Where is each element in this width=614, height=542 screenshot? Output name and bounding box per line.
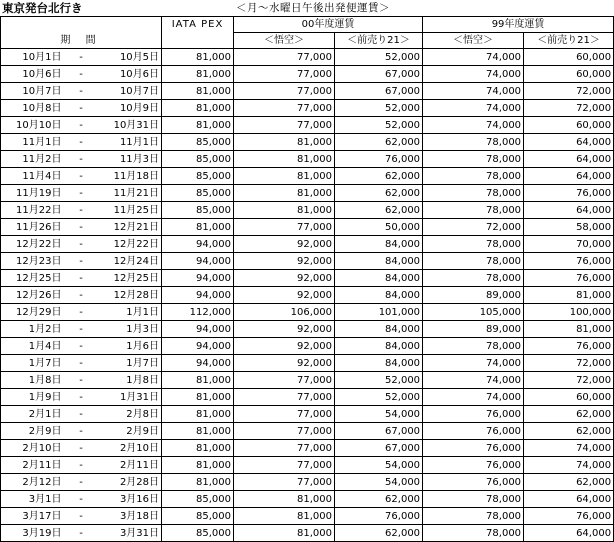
maeuri21-1999-fare: 60,000 <box>524 117 614 134</box>
period-end: 1月6日 <box>99 338 162 355</box>
period-start: 2月10日 <box>1 440 64 457</box>
maeuri21-1999-fare: 60,000 <box>524 389 614 406</box>
goku-1999-fare: 78,000 <box>423 168 524 185</box>
maeuri21-1999-fare: 100,000 <box>524 304 614 321</box>
maeuri21-2000-fare: 62,000 <box>335 525 423 542</box>
period-start: 1月7日 <box>1 355 64 372</box>
period-end: 1月8日 <box>99 372 162 389</box>
goku-1999-fare: 74,000 <box>423 100 524 117</box>
table-row <box>1 338 614 355</box>
period-header: 期 間 <box>1 33 162 49</box>
period-start: 10月1日 <box>1 49 64 66</box>
period-dash: - <box>64 134 99 151</box>
period-end: 10月5日 <box>99 49 162 66</box>
goku-1999-fare: 78,000 <box>423 508 524 525</box>
period-dash: - <box>64 321 99 338</box>
iata-pex-fare: 81,000 <box>162 100 234 117</box>
period-dash: - <box>64 117 99 134</box>
maeuri21-2000-fare: 84,000 <box>335 236 423 253</box>
goku-1999-fare: 78,000 <box>423 151 524 168</box>
maeuri21-2000-fare: 101,000 <box>335 304 423 321</box>
maeuri21-2000-fare: 52,000 <box>335 389 423 406</box>
goku-2000-fare: 77,000 <box>234 440 335 457</box>
goku-2000-fare: 81,000 <box>234 185 335 202</box>
period-end: 12月24日 <box>99 253 162 270</box>
table-row <box>1 440 614 457</box>
iata-pex-fare: 85,000 <box>162 491 234 508</box>
period-start: 2月1日 <box>1 406 64 423</box>
iata-pex-fare: 112,000 <box>162 304 234 321</box>
period-end: 11月18日 <box>99 168 162 185</box>
period-start: 10月10日 <box>1 117 64 134</box>
iata-pex-fare: 94,000 <box>162 287 234 304</box>
goku-1999-fare: 78,000 <box>423 134 524 151</box>
period-end: 3月18日 <box>99 508 162 525</box>
period-start: 12月22日 <box>1 236 64 253</box>
period-start: 11月22日 <box>1 202 64 219</box>
goku-2000-fare: 77,000 <box>234 219 335 236</box>
goku-1999-fare: 78,000 <box>423 185 524 202</box>
maeuri21-2000-fare: 84,000 <box>335 270 423 287</box>
maeuri21-1999-fare: 74,000 <box>524 440 614 457</box>
table-row <box>1 423 614 440</box>
fare-1999-header: 99年度運賃 <box>423 17 614 33</box>
table-row <box>1 100 614 117</box>
period-dash: - <box>64 406 99 423</box>
maeuri21-2000-fare: 76,000 <box>335 508 423 525</box>
goku-2000-fare: 81,000 <box>234 202 335 219</box>
iata-pex-header-blank <box>162 33 234 49</box>
period-dash: - <box>64 440 99 457</box>
period-dash: - <box>64 508 99 525</box>
period-dash: - <box>64 236 99 253</box>
goku-1999-fare: 74,000 <box>423 117 524 134</box>
iata-pex-fare: 81,000 <box>162 372 234 389</box>
table-row <box>1 474 614 491</box>
period-end: 2月9日 <box>99 423 162 440</box>
goku-1999-header: ＜悟空＞ <box>423 33 524 49</box>
period-dash: - <box>64 100 99 117</box>
fare-2000-header: 00年度運賃 <box>234 17 423 33</box>
fare-caption: ＜月～水曜日午後出発便運賃＞ <box>236 2 390 14</box>
period-end: 12月28日 <box>99 287 162 304</box>
goku-2000-fare: 77,000 <box>234 423 335 440</box>
table-row <box>1 304 614 321</box>
goku-2000-fare: 77,000 <box>234 49 335 66</box>
period-end: 1月3日 <box>99 321 162 338</box>
maeuri21-2000-fare: 67,000 <box>335 83 423 100</box>
goku-1999-fare: 74,000 <box>423 355 524 372</box>
table-row <box>1 219 614 236</box>
goku-2000-fare: 92,000 <box>234 338 335 355</box>
goku-1999-fare: 76,000 <box>423 423 524 440</box>
table-row <box>1 321 614 338</box>
period-end: 1月31日 <box>99 389 162 406</box>
goku-1999-fare: 76,000 <box>423 457 524 474</box>
maeuri21-2000-fare: 62,000 <box>335 134 423 151</box>
period-end: 10月6日 <box>99 66 162 83</box>
period-start: 12月29日 <box>1 304 64 321</box>
goku-2000-fare: 77,000 <box>234 117 335 134</box>
iata-pex-fare: 81,000 <box>162 406 234 423</box>
maeuri21-2000-fare: 62,000 <box>335 168 423 185</box>
period-end: 3月31日 <box>99 525 162 542</box>
maeuri21-2000-header: ＜前売り21＞ <box>335 33 423 49</box>
table-row <box>1 457 614 474</box>
iata-pex-fare: 85,000 <box>162 185 234 202</box>
goku-1999-fare: 74,000 <box>423 66 524 83</box>
table-row <box>1 270 614 287</box>
iata-pex-fare: 81,000 <box>162 440 234 457</box>
maeuri21-1999-fare: 76,000 <box>524 270 614 287</box>
period-dash: - <box>64 270 99 287</box>
period-dash: - <box>64 491 99 508</box>
goku-1999-fare: 76,000 <box>423 406 524 423</box>
period-start: 11月2日 <box>1 151 64 168</box>
maeuri21-2000-fare: 54,000 <box>335 474 423 491</box>
maeuri21-2000-fare: 62,000 <box>335 202 423 219</box>
period-start: 3月17日 <box>1 508 64 525</box>
period-dash: - <box>64 423 99 440</box>
table-row <box>1 66 614 83</box>
period-dash: - <box>64 389 99 406</box>
period-start: 2月11日 <box>1 457 64 474</box>
goku-2000-fare: 92,000 <box>234 321 335 338</box>
period-end: 2月8日 <box>99 406 162 423</box>
goku-1999-fare: 74,000 <box>423 83 524 100</box>
iata-pex-fare: 85,000 <box>162 151 234 168</box>
maeuri21-2000-fare: 62,000 <box>335 491 423 508</box>
period-start: 3月19日 <box>1 525 64 542</box>
goku-1999-fare: 76,000 <box>423 474 524 491</box>
period-dash: - <box>64 49 99 66</box>
maeuri21-1999-fare: 72,000 <box>524 100 614 117</box>
goku-2000-fare: 92,000 <box>234 236 335 253</box>
iata-pex-fare: 94,000 <box>162 338 234 355</box>
goku-1999-fare: 76,000 <box>423 440 524 457</box>
period-start: 12月23日 <box>1 253 64 270</box>
period-dash: - <box>64 457 99 474</box>
iata-pex-fare: 85,000 <box>162 525 234 542</box>
goku-2000-fare: 81,000 <box>234 168 335 185</box>
table-row <box>1 389 614 406</box>
maeuri21-1999-fare: 81,000 <box>524 321 614 338</box>
goku-2000-header: ＜悟空＞ <box>234 33 335 49</box>
period-end: 11月1日 <box>99 134 162 151</box>
maeuri21-1999-fare: 72,000 <box>524 355 614 372</box>
table-row <box>1 202 614 219</box>
period-end: 11月21日 <box>99 185 162 202</box>
goku-1999-fare: 74,000 <box>423 49 524 66</box>
maeuri21-2000-fare: 67,000 <box>335 66 423 83</box>
maeuri21-1999-header: ＜前売り21＞ <box>524 33 614 49</box>
iata-pex-fare: 81,000 <box>162 117 234 134</box>
maeuri21-1999-fare: 60,000 <box>524 66 614 83</box>
period-dash: - <box>64 202 99 219</box>
maeuri21-1999-fare: 64,000 <box>524 151 614 168</box>
iata-pex-fare: 94,000 <box>162 236 234 253</box>
period-dash: - <box>64 168 99 185</box>
goku-2000-fare: 92,000 <box>234 270 335 287</box>
table-row <box>1 525 614 542</box>
goku-2000-fare: 77,000 <box>234 406 335 423</box>
table-row <box>1 287 614 304</box>
iata-pex-header: IATA PEX <box>162 17 234 33</box>
iata-pex-fare: 81,000 <box>162 389 234 406</box>
table-row <box>1 151 614 168</box>
iata-pex-fare: 81,000 <box>162 83 234 100</box>
maeuri21-2000-fare: 62,000 <box>335 185 423 202</box>
maeuri21-2000-fare: 84,000 <box>335 253 423 270</box>
table-row <box>1 117 614 134</box>
maeuri21-1999-fare: 76,000 <box>524 338 614 355</box>
period-end: 3月16日 <box>99 491 162 508</box>
iata-pex-fare: 94,000 <box>162 253 234 270</box>
goku-2000-fare: 81,000 <box>234 134 335 151</box>
maeuri21-1999-fare: 76,000 <box>524 185 614 202</box>
maeuri21-2000-fare: 84,000 <box>335 355 423 372</box>
maeuri21-1999-fare: 64,000 <box>524 491 614 508</box>
iata-pex-fare: 81,000 <box>162 423 234 440</box>
goku-2000-fare: 77,000 <box>234 457 335 474</box>
period-start: 1月4日 <box>1 338 64 355</box>
maeuri21-2000-fare: 67,000 <box>335 423 423 440</box>
maeuri21-2000-fare: 84,000 <box>335 338 423 355</box>
period-end: 2月28日 <box>99 474 162 491</box>
maeuri21-2000-fare: 52,000 <box>335 117 423 134</box>
goku-2000-fare: 92,000 <box>234 355 335 372</box>
maeuri21-1999-fare: 64,000 <box>524 134 614 151</box>
period-start: 2月9日 <box>1 423 64 440</box>
period-start: 11月26日 <box>1 219 64 236</box>
maeuri21-2000-fare: 52,000 <box>335 49 423 66</box>
header-row-1 <box>1 17 614 33</box>
maeuri21-1999-fare: 64,000 <box>524 525 614 542</box>
maeuri21-1999-fare: 74,000 <box>524 457 614 474</box>
goku-1999-fare: 72,000 <box>423 219 524 236</box>
iata-pex-fare: 85,000 <box>162 134 234 151</box>
maeuri21-2000-fare: 84,000 <box>335 287 423 304</box>
goku-1999-fare: 78,000 <box>423 236 524 253</box>
period-dash: - <box>64 474 99 491</box>
maeuri21-1999-fare: 81,000 <box>524 287 614 304</box>
period-dash: - <box>64 525 99 542</box>
period-end: 10月31日 <box>99 117 162 134</box>
table-row <box>1 491 614 508</box>
maeuri21-2000-fare: 67,000 <box>335 440 423 457</box>
maeuri21-2000-fare: 84,000 <box>335 321 423 338</box>
period-start: 12月26日 <box>1 287 64 304</box>
period-header-top <box>1 17 162 33</box>
period-start: 11月1日 <box>1 134 64 151</box>
goku-2000-fare: 106,000 <box>234 304 335 321</box>
iata-pex-fare: 81,000 <box>162 457 234 474</box>
maeuri21-1999-fare: 72,000 <box>524 372 614 389</box>
period-end: 12月25日 <box>99 270 162 287</box>
goku-1999-fare: 78,000 <box>423 338 524 355</box>
goku-2000-fare: 81,000 <box>234 151 335 168</box>
period-start: 10月7日 <box>1 83 64 100</box>
table-row <box>1 406 614 423</box>
table-row <box>1 355 614 372</box>
period-end: 2月11日 <box>99 457 162 474</box>
period-start: 11月19日 <box>1 185 64 202</box>
period-dash: - <box>64 287 99 304</box>
period-dash: - <box>64 185 99 202</box>
iata-pex-fare: 81,000 <box>162 49 234 66</box>
table-row <box>1 168 614 185</box>
period-dash: - <box>64 338 99 355</box>
goku-2000-fare: 92,000 <box>234 253 335 270</box>
period-dash: - <box>64 219 99 236</box>
table-row <box>1 508 614 525</box>
period-start: 10月6日 <box>1 66 64 83</box>
maeuri21-2000-fare: 52,000 <box>335 100 423 117</box>
period-end: 10月9日 <box>99 100 162 117</box>
maeuri21-2000-fare: 54,000 <box>335 406 423 423</box>
maeuri21-2000-fare: 52,000 <box>335 372 423 389</box>
table-row <box>1 49 614 66</box>
period-end: 10月7日 <box>99 83 162 100</box>
maeuri21-2000-fare: 54,000 <box>335 457 423 474</box>
table-row <box>1 83 614 100</box>
period-dash: - <box>64 151 99 168</box>
period-end: 11月3日 <box>99 151 162 168</box>
period-dash: - <box>64 83 99 100</box>
maeuri21-2000-fare: 50,000 <box>335 219 423 236</box>
goku-2000-fare: 77,000 <box>234 474 335 491</box>
period-end: 12月22日 <box>99 236 162 253</box>
maeuri21-1999-fare: 62,000 <box>524 423 614 440</box>
maeuri21-1999-fare: 60,000 <box>524 49 614 66</box>
goku-1999-fare: 74,000 <box>423 389 524 406</box>
goku-1999-fare: 89,000 <box>423 287 524 304</box>
maeuri21-1999-fare: 62,000 <box>524 474 614 491</box>
period-start: 10月8日 <box>1 100 64 117</box>
period-dash: - <box>64 355 99 372</box>
table-row <box>1 134 614 151</box>
maeuri21-1999-fare: 70,000 <box>524 236 614 253</box>
period-end: 1月1日 <box>99 304 162 321</box>
period-start: 1月2日 <box>1 321 64 338</box>
table-row <box>1 236 614 253</box>
goku-2000-fare: 77,000 <box>234 83 335 100</box>
period-start: 3月1日 <box>1 491 64 508</box>
goku-1999-fare: 78,000 <box>423 491 524 508</box>
goku-1999-fare: 78,000 <box>423 253 524 270</box>
period-end: 11月25日 <box>99 202 162 219</box>
maeuri21-1999-fare: 64,000 <box>524 202 614 219</box>
iata-pex-fare: 85,000 <box>162 168 234 185</box>
goku-2000-fare: 92,000 <box>234 287 335 304</box>
table-row <box>1 372 614 389</box>
iata-pex-fare: 94,000 <box>162 270 234 287</box>
period-dash: - <box>64 304 99 321</box>
goku-1999-fare: 105,000 <box>423 304 524 321</box>
iata-pex-fare: 81,000 <box>162 66 234 83</box>
goku-2000-fare: 81,000 <box>234 491 335 508</box>
goku-1999-fare: 78,000 <box>423 202 524 219</box>
iata-pex-fare: 81,000 <box>162 219 234 236</box>
page-title: 東京発台北行き <box>2 1 83 15</box>
period-end: 1月7日 <box>99 355 162 372</box>
iata-pex-fare: 85,000 <box>162 508 234 525</box>
table-row <box>1 253 614 270</box>
iata-pex-fare: 81,000 <box>162 474 234 491</box>
period-end: 2月10日 <box>99 440 162 457</box>
goku-1999-fare: 78,000 <box>423 525 524 542</box>
goku-2000-fare: 77,000 <box>234 372 335 389</box>
goku-1999-fare: 74,000 <box>423 372 524 389</box>
iata-pex-fare: 94,000 <box>162 321 234 338</box>
goku-2000-fare: 81,000 <box>234 525 335 542</box>
period-end: 12月21日 <box>99 219 162 236</box>
period-dash: - <box>64 253 99 270</box>
maeuri21-1999-fare: 76,000 <box>524 253 614 270</box>
maeuri21-1999-fare: 62,000 <box>524 406 614 423</box>
header-row-2 <box>1 33 614 49</box>
period-start: 2月12日 <box>1 474 64 491</box>
maeuri21-1999-fare: 64,000 <box>524 168 614 185</box>
table-row <box>1 185 614 202</box>
period-start: 11月4日 <box>1 168 64 185</box>
maeuri21-1999-fare: 76,000 <box>524 508 614 525</box>
goku-2000-fare: 81,000 <box>234 508 335 525</box>
period-start: 12月25日 <box>1 270 64 287</box>
period-start: 1月9日 <box>1 389 64 406</box>
goku-1999-fare: 89,000 <box>423 321 524 338</box>
goku-2000-fare: 77,000 <box>234 389 335 406</box>
goku-2000-fare: 77,000 <box>234 66 335 83</box>
maeuri21-1999-fare: 58,000 <box>524 219 614 236</box>
fare-table <box>0 16 614 542</box>
maeuri21-1999-fare: 72,000 <box>524 83 614 100</box>
goku-2000-fare: 77,000 <box>234 100 335 117</box>
goku-1999-fare: 78,000 <box>423 270 524 287</box>
iata-pex-fare: 94,000 <box>162 355 234 372</box>
period-dash: - <box>64 66 99 83</box>
period-start: 1月8日 <box>1 372 64 389</box>
maeuri21-2000-fare: 76,000 <box>335 151 423 168</box>
iata-pex-fare: 85,000 <box>162 202 234 219</box>
period-dash: - <box>64 372 99 389</box>
